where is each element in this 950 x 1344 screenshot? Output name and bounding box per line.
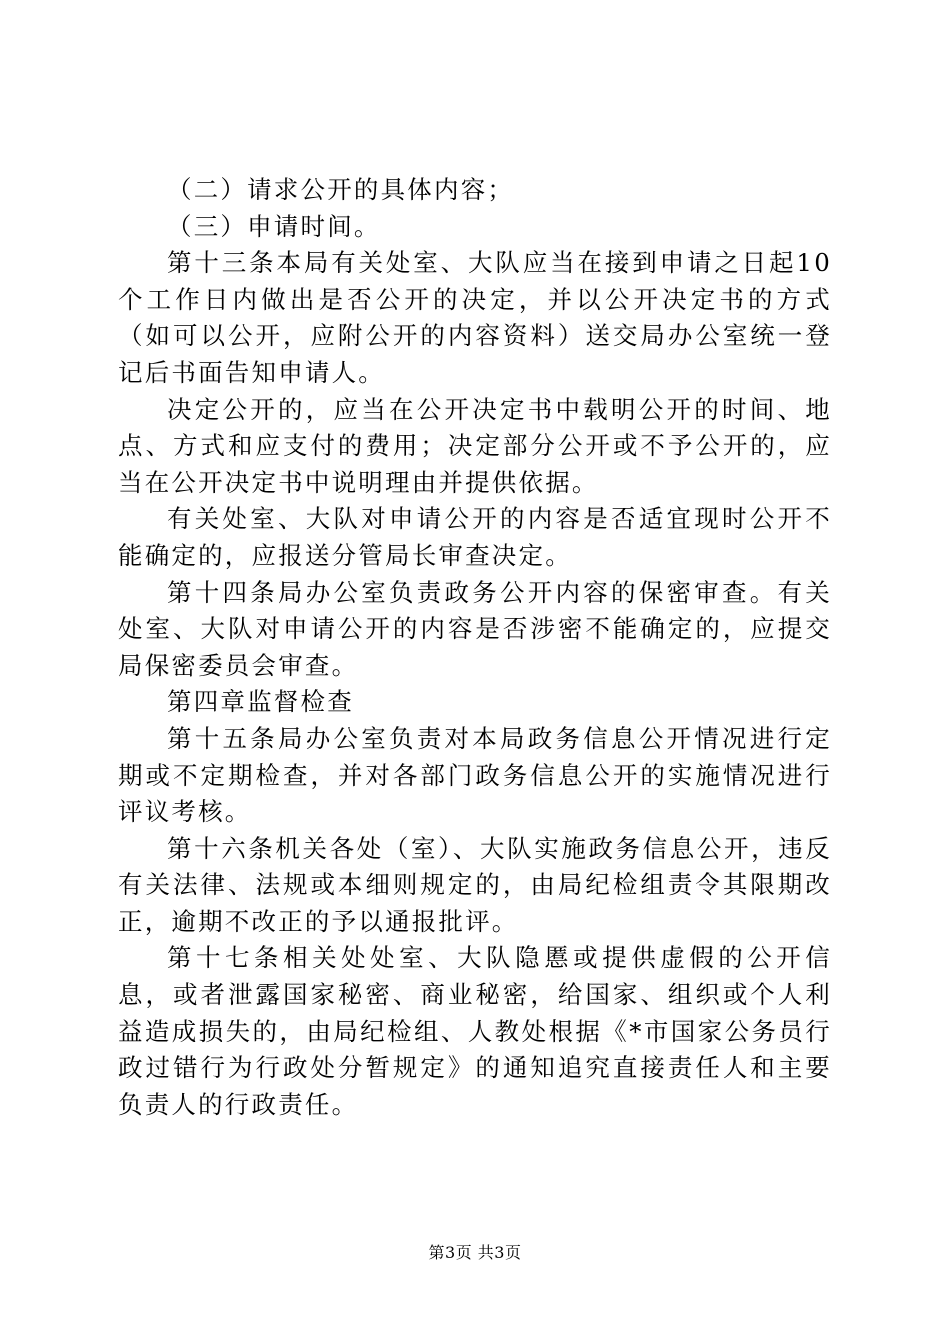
paragraph: 有关处室、大队对申请公开的内容是否适宜现时公开不能确定的，应报送分管局长审查决定。 <box>118 504 832 570</box>
paragraph: 第十五条局办公室负责对本局政务信息公开情况进行定期或不定期检查，并对各部门政务信息公开的实施情况进行评议考核。 <box>118 723 832 827</box>
paragraph: 第十七条相关处处室、大队隐慝或提供虚假的公开信息，或者泄露国家秘密、商业秘密，给国家、组织或个人利益造成损失的，由局纪检组、人教处根据《*市国家公务员行政过错行为行政处分暂规定》的通知追究直接责任人和主要负责人的行政责任。 <box>118 943 832 1119</box>
paragraph: （二）请求公开的具体内容； <box>167 175 515 204</box>
paragraph: 决定公开的，应当在公开决定书中载明公开的时间、地点、方式和应支付的费用；决定部分公开或不予公开的，应当在公开决定书中说明理由并提供依据。 <box>118 394 832 497</box>
document-body <box>118 172 832 1123</box>
paragraph: 第十六条机关各处（室）、大队实施政务信息公开，违反有关法律、法规或本细则规定的，由局纪检组责令其限期改正，逾期不改正的予以通报批评。 <box>118 833 832 936</box>
paragraph: （三）申请时间。 <box>167 211 381 241</box>
paragraph: 第十四条局办公室负责政务公开内容的保密审查。有关处室、大队对申请公开的内容是否涉密不能确定的，应提交局保密委员会审查。 <box>118 577 832 680</box>
paragraph: 第十三条本局有关处室、大队应当在接到申请之日起10个工作日内做出是否公开的决定，并以公开决定书的方式（如可以公开，应附公开的内容资料）送交局办公室统一登记后书面告知申请人。 <box>118 248 832 387</box>
chapter-heading: 第四章监督检查 <box>167 687 354 717</box>
page-number-footer: 第3页 共3页 <box>428 1243 522 1262</box>
